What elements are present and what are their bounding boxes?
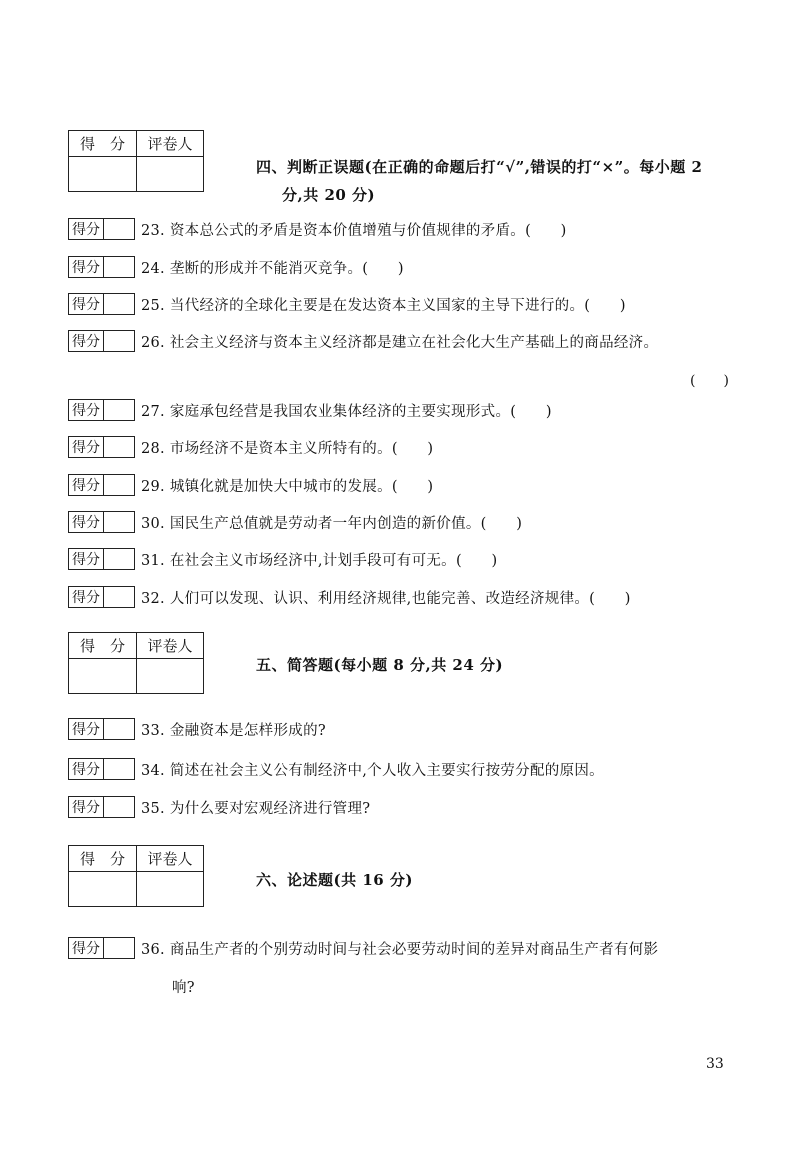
score-table-section5 — [68, 632, 204, 694]
question-score-box: 得分 — [68, 718, 135, 740]
question-text-continued: 响? — [172, 980, 195, 996]
question-row — [68, 293, 626, 315]
question-text: 31. 在社会主义市场经济中,计划手段可有可无。( ) — [141, 552, 498, 569]
question-score-box: 得分 — [68, 586, 135, 608]
q26-answer-parens: ( ) — [690, 373, 729, 389]
section6-heading: 六、论述题(共 16 分) — [256, 871, 414, 889]
question-row — [68, 474, 433, 496]
question-row — [68, 436, 433, 458]
question-score-box: 得分 — [68, 796, 135, 818]
question-score-box: 得分 — [68, 474, 135, 496]
question-score-box: 得分 — [68, 511, 135, 533]
question-row — [68, 330, 658, 352]
question-text: 35. 为什么要对宏观经济进行管理? — [141, 800, 371, 817]
question-score-box: 得分 — [68, 399, 135, 421]
question-score-box: 得分 — [68, 293, 135, 315]
score-header: 得 分 — [69, 131, 137, 157]
question-text: 26. 社会主义经济与资本主义经济都是建立在社会化大生产基础上的商品经济。 — [141, 334, 659, 351]
question-row — [68, 586, 631, 608]
score-cell — [69, 872, 137, 906]
question-score-box: 得分 — [68, 436, 135, 458]
question-text: 27. 家庭承包经营是我国农业集体经济的主要实现形式。( ) — [141, 403, 552, 420]
score-header: 得 分 — [69, 846, 137, 872]
question-score-box: 得分 — [68, 218, 135, 240]
grader-cell — [137, 659, 203, 693]
question-row — [68, 511, 522, 533]
question-score-box: 得分 — [68, 758, 135, 780]
score-table-section6 — [68, 845, 204, 907]
section5-heading: 五、简答题(每小题 8 分,共 24 分) — [256, 656, 504, 674]
question-text: 25. 当代经济的全球化主要是在发达资本主义国家的主导下进行的。( ) — [141, 297, 626, 314]
page-number: 33 — [706, 1056, 724, 1072]
grader-header: 评卷人 — [137, 633, 203, 659]
section4-heading-line1: 四、判断正误题(在正确的命题后打“√”,错误的打“×”。每小题 2 — [256, 158, 703, 176]
score-header: 得 分 — [69, 633, 137, 659]
question-text: 29. 城镇化就是加快大中城市的发展。( ) — [141, 478, 434, 495]
question-text: 33. 金融资本是怎样形成的? — [141, 722, 326, 739]
question-row — [68, 399, 552, 421]
grader-header: 评卷人 — [137, 846, 203, 872]
section4-heading-line2: 分,共 20 分) — [282, 186, 376, 204]
grader-cell — [137, 872, 203, 906]
question-text: 36. 商品生产者的个别劳动时间与社会必要劳动时间的差异对商品生产者有何影 — [141, 941, 659, 958]
question-score-box: 得分 — [68, 548, 135, 570]
score-cell — [69, 659, 137, 693]
score-table-section4 — [68, 130, 204, 192]
question-text: 32. 人们可以发现、认识、利用经济规律,也能完善、改造经济规律。( ) — [141, 590, 631, 607]
question-score-box: 得分 — [68, 256, 135, 278]
question-score-box: 得分 — [68, 330, 135, 352]
question-text: 23. 资本总公式的矛盾是资本价值增殖与价值规律的矛盾。( ) — [141, 222, 567, 239]
question-text: 24. 垄断的形成并不能消灭竞争。( ) — [141, 260, 404, 277]
question-row — [68, 937, 658, 959]
question-score-box: 得分 — [68, 937, 135, 959]
question-text: 30. 国民生产总值就是劳动者一年内创造的新价值。( ) — [141, 515, 523, 532]
question-row — [68, 218, 567, 240]
grader-header: 评卷人 — [137, 131, 203, 157]
question-text: 34. 简述在社会主义公有制经济中,个人收入主要实行按劳分配的原因。 — [141, 762, 604, 779]
score-cell — [69, 157, 137, 191]
question-row — [68, 796, 370, 818]
question-row — [68, 256, 404, 278]
grader-cell — [137, 157, 203, 191]
question-row — [68, 548, 498, 570]
question-row — [68, 758, 604, 780]
question-row — [68, 718, 326, 740]
question-text: 28. 市场经济不是资本主义所特有的。( ) — [141, 440, 434, 457]
